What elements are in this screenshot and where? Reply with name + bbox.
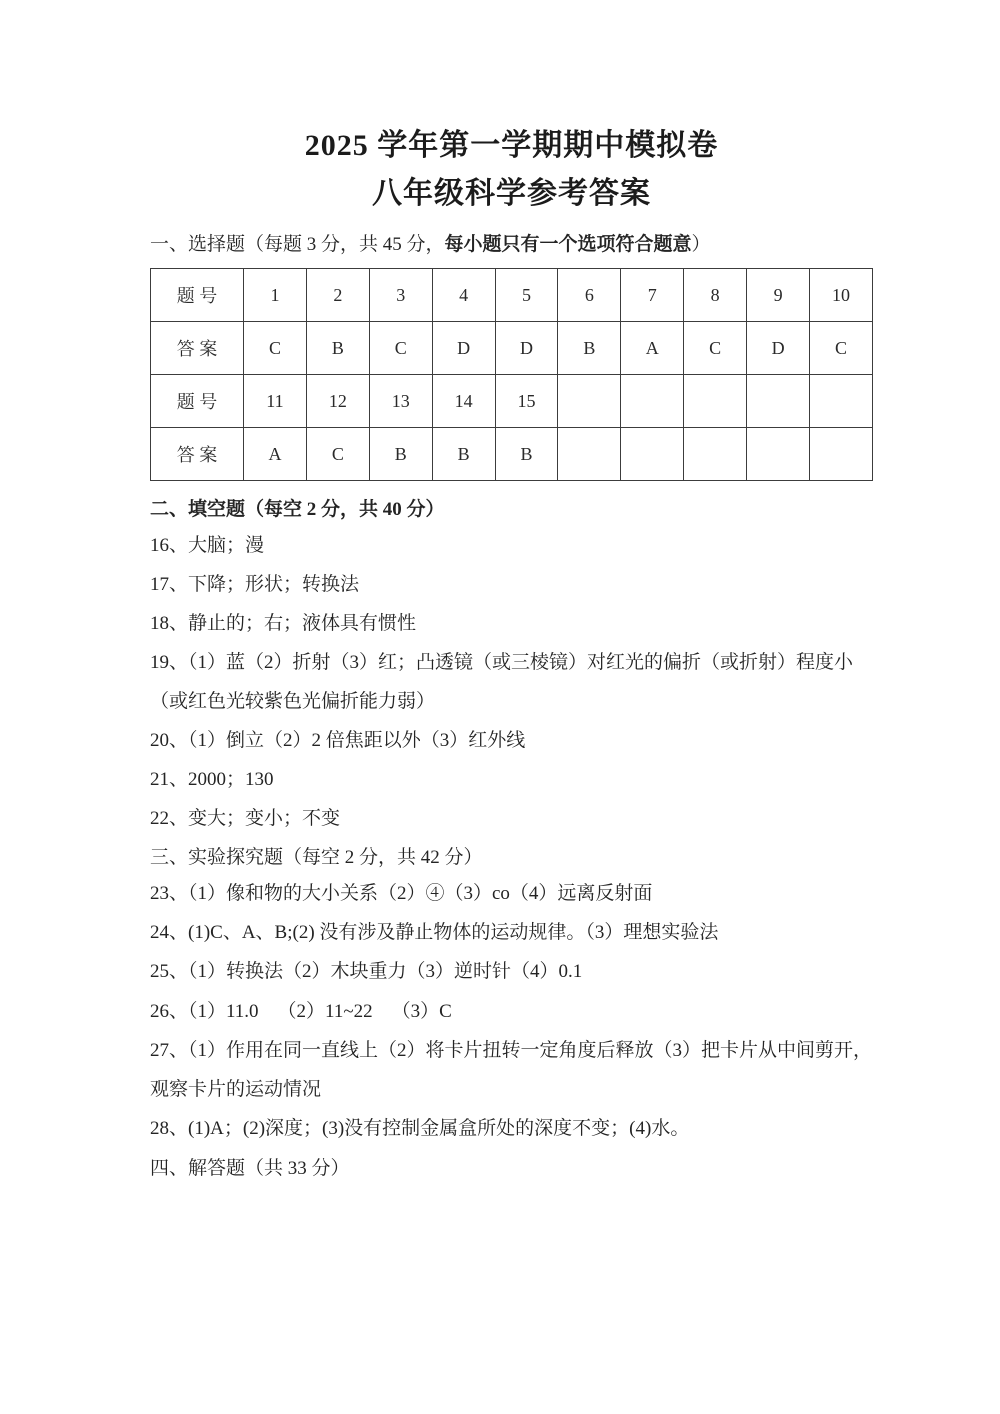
table-cell: A — [621, 322, 684, 375]
table-cell: 10 — [810, 269, 873, 322]
section-choice-heading-suffix: ） — [691, 234, 711, 255]
table-cell: 4 — [432, 269, 495, 322]
answer-item-19-cont: （或红色光较紫色光偏折能力弱） — [150, 691, 436, 712]
table-cell — [684, 428, 747, 481]
answer-item-22: 22、变大；变小；不变 — [150, 808, 341, 829]
table-cell: B — [558, 322, 621, 375]
section-choice-heading — [150, 232, 873, 258]
section-choice-heading-prefix: 一、选择题（每题 3 分，共 45 分， — [150, 234, 445, 255]
table-cell: 2 — [306, 269, 369, 322]
page-title: 2025 学年第一学期期中模拟卷 — [304, 129, 719, 162]
table-row-qnum-11-15 — [151, 375, 873, 428]
table-cell: 12 — [306, 375, 369, 428]
answer-item-25: 25、（1）转换法（2）木块重力（3）逆时针（4）0.1 — [150, 961, 583, 982]
table-cell: C — [306, 428, 369, 481]
table-cell: B — [369, 428, 432, 481]
table-cell: D — [747, 322, 810, 375]
answer-item-27: 27、（1）作用在同一直线上（2）将卡片扭转一定角度后释放（3）把卡片从中间剪开， — [150, 1040, 873, 1061]
table-cell: 9 — [747, 269, 810, 322]
table-cell — [747, 428, 810, 481]
table-cell: C — [810, 322, 873, 375]
table-cell: 7 — [621, 269, 684, 322]
table-cell: A — [244, 428, 307, 481]
section-experiment-heading: 三、实验探究题（每空 2 分，共 42 分） — [150, 847, 483, 868]
table-cell: 15 — [495, 375, 558, 428]
table-cell: 6 — [558, 269, 621, 322]
table-cell: 13 — [369, 375, 432, 428]
answer-item-24: 24、(1)C、A、B;(2) 没有涉及静止物体的运动规律。（3）理想实验法 — [150, 922, 719, 943]
table-cell: B — [432, 428, 495, 481]
table-cell — [621, 428, 684, 481]
table-cell: 3 — [369, 269, 432, 322]
table-cell: C — [369, 322, 432, 375]
table-cell: C — [244, 322, 307, 375]
answer-item-21: 21、2000；130 — [150, 769, 274, 790]
document-content — [150, 128, 873, 1182]
table-cell: 1 — [244, 269, 307, 322]
table-cell — [810, 375, 873, 428]
table-cell: B — [306, 322, 369, 375]
table-cell: 11 — [244, 375, 307, 428]
table-row-qnum-1-10 — [151, 269, 873, 322]
answer-item-18: 18、静止的；右；液体具有惯性 — [150, 613, 417, 634]
section-choice-heading-bold: 每小题只有一个选项符合题意 — [444, 234, 692, 255]
table-cell — [558, 428, 621, 481]
answer-item-16: 16、大脑；漫 — [150, 535, 265, 556]
row-label: 题 号 — [151, 375, 244, 428]
title-block — [150, 128, 873, 212]
answer-item-26: 26、（1）11.0 （2）11~22 （3）C — [150, 1001, 452, 1022]
answer-item-23: 23、（1）像和物的大小关系（2）④（3）co（4）远离反射面 — [150, 883, 653, 904]
table-cell: 14 — [432, 375, 495, 428]
answer-item-17: 17、下降；形状；转换法 — [150, 574, 360, 595]
row-label: 答 案 — [151, 428, 244, 481]
table-cell: D — [432, 322, 495, 375]
page-subtitle: 八年级科学参考答案 — [372, 177, 651, 210]
row-label: 答 案 — [151, 322, 244, 375]
answer-table — [150, 268, 873, 481]
section-fill-heading: 二、填空题（每空 2 分，共 40 分） — [150, 499, 445, 520]
answer-item-28: 28、(1)A；(2)深度；(3)没有控制金属盒所处的深度不变；(4)水。 — [150, 1118, 690, 1139]
table-cell: B — [495, 428, 558, 481]
table-cell: 8 — [684, 269, 747, 322]
table-cell: 5 — [495, 269, 558, 322]
table-cell — [810, 428, 873, 481]
table-row-answers-1-10 — [151, 322, 873, 375]
row-label: 题 号 — [151, 269, 244, 322]
table-cell: C — [684, 322, 747, 375]
answer-item-27-cont: 观察卡片的运动情况 — [150, 1079, 322, 1100]
table-cell — [747, 375, 810, 428]
table-cell — [558, 375, 621, 428]
table-cell — [621, 375, 684, 428]
table-row-answers-11-15 — [151, 428, 873, 481]
section-solve-heading: 四、解答题（共 33 分） — [150, 1158, 350, 1179]
answer-item-20: 20、（1）倒立（2）2 倍焦距以外（3）红外线 — [150, 730, 526, 751]
table-cell — [684, 375, 747, 428]
table-cell: D — [495, 322, 558, 375]
answer-item-19: 19、（1）蓝（2）折射（3）红；凸透镜（或三棱镜）对红光的偏折（或折射）程度小 — [150, 652, 854, 673]
